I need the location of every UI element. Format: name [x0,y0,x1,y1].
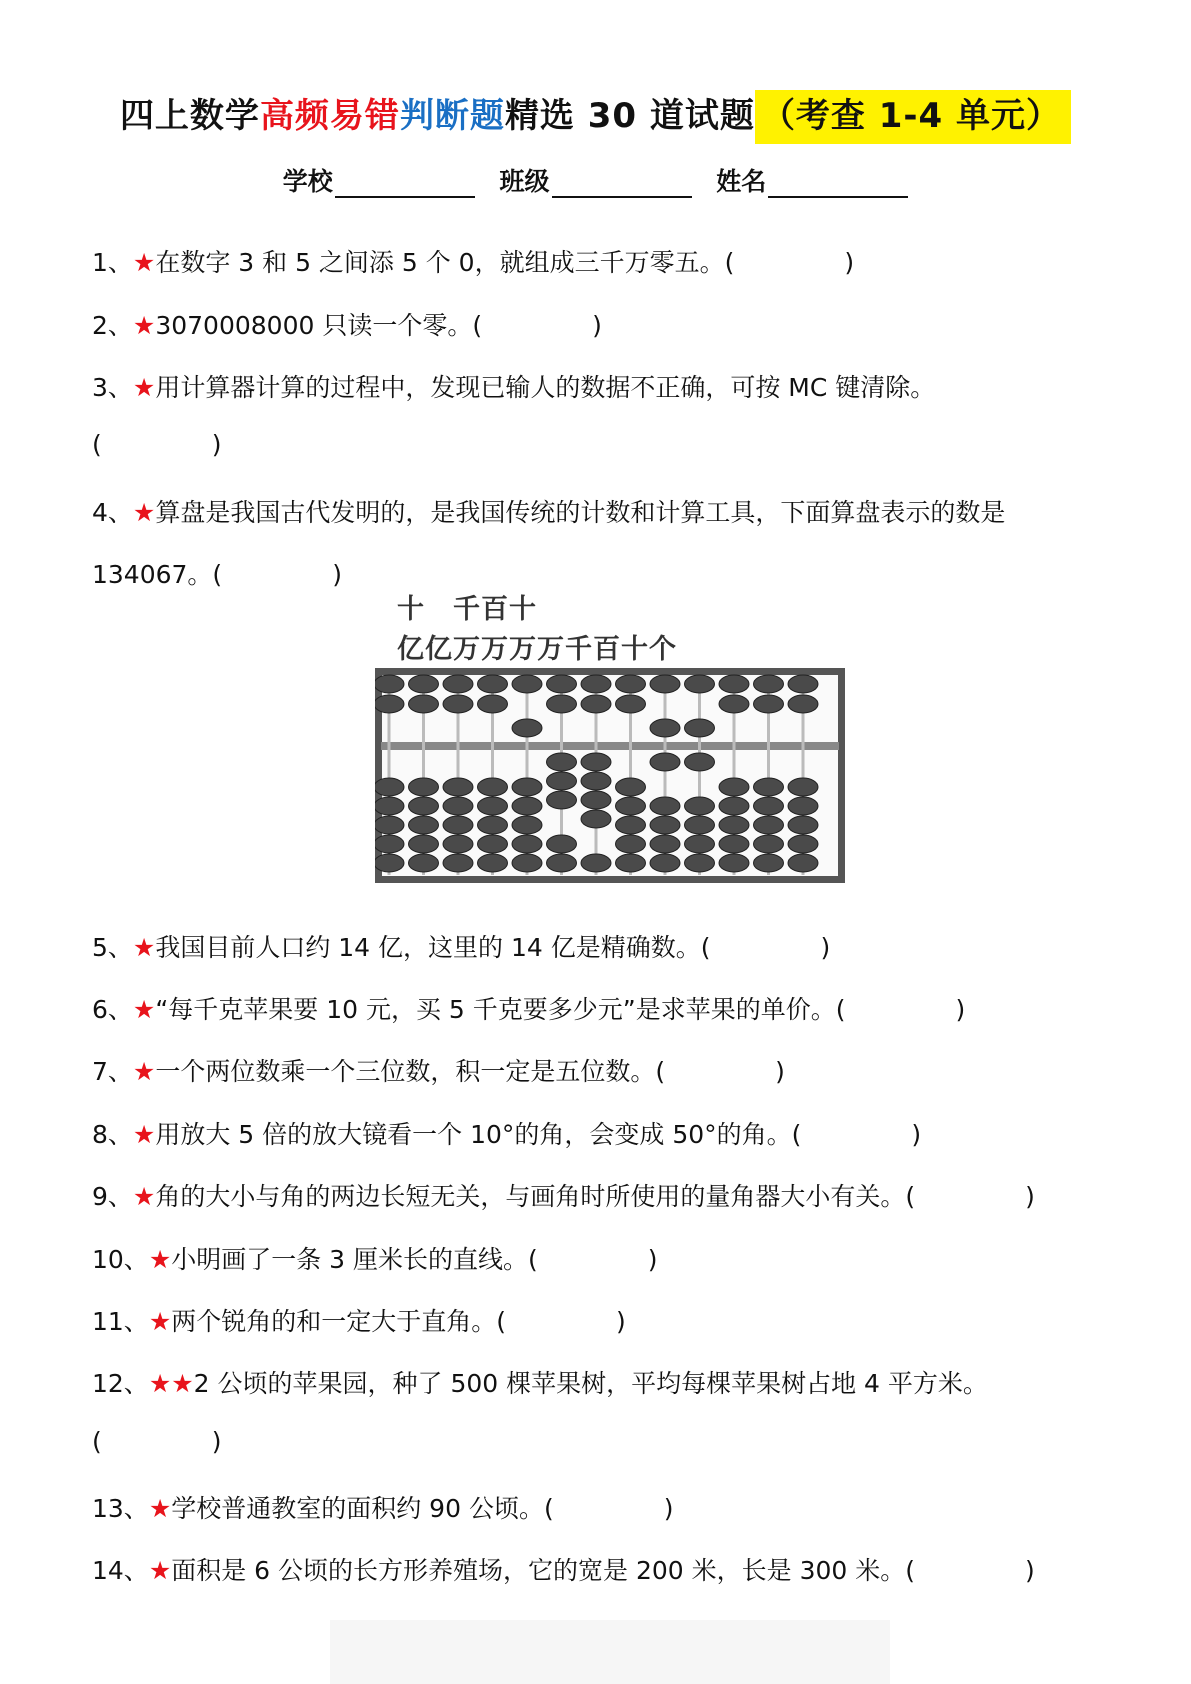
class-field[interactable] [499,162,691,198]
question-number: 3、 [92,373,133,402]
page-bottom-fade [330,1620,890,1684]
question-item [92,990,965,1026]
class-label: 班级 [499,167,550,196]
question-text: 学校普通教室的面积约 90 公顷。( [171,1494,554,1523]
abacus-bead [616,854,646,872]
abacus-label-row1: 十 千百十 [397,594,537,625]
close-paren: ) [844,248,855,277]
abacus-bead [547,695,577,713]
school-label: 学校 [282,167,333,196]
abacus-bead [788,816,818,834]
abacus-bead [788,854,818,872]
close-paren: ) [1025,1182,1035,1211]
close-paren: ) [820,933,831,962]
abacus-bead [375,797,404,815]
abacus-bead [547,854,577,872]
question-text-continued: 134067。( [92,560,223,589]
abacus-bead [443,797,473,815]
abacus-bead [754,778,784,796]
abacus-bead [581,675,611,693]
abacus-bead [512,778,542,796]
abacus-bead [685,797,715,815]
title-red-text: 高频易错 [259,96,400,136]
close-paren: ) [647,1245,658,1274]
question-number: 12、 [92,1369,149,1398]
abacus-bead [375,835,404,853]
question-item [92,1115,921,1151]
abacus-bead [616,835,646,853]
question-item [92,1551,1035,1587]
abacus-beam [381,742,839,750]
abacus-bead [512,854,542,872]
abacus-bead [650,753,680,771]
question-text: “每千克苹果要 10 元，买 5 千克要多少元”是求苹果的单价。( [155,995,846,1024]
page-title [0,88,1191,137]
star-icon: ★ [132,1057,156,1086]
close-paren: ) [663,1494,674,1523]
abacus-bead [409,778,439,796]
question-item [92,1177,1035,1213]
abacus-bead [581,854,611,872]
abacus-bead [478,695,508,713]
question-item [92,1302,626,1338]
question-number: 8、 [92,1120,133,1149]
abacus-bead [685,835,715,853]
abacus-bead [685,854,715,872]
abacus-bead [547,835,577,853]
question-text: 用放大 5 倍的放大镜看一个 10°的角，会变成 50°的角。( [155,1120,802,1149]
title-blue-text: 判断题 [399,96,505,136]
question-text: 两个锐角的和一定大于直角。( [171,1307,506,1336]
question-number: 14、 [92,1556,149,1585]
question-item-continued [92,430,222,459]
question-item [92,928,830,964]
question-text: 在数字 3 和 5 之间添 5 个 0，就组成三千万零五。( [155,248,735,277]
abacus-bead [478,797,508,815]
question-text: 小明画了一条 3 厘米长的直线。( [171,1245,538,1274]
abacus-bead [719,816,749,834]
abacus-bead [409,816,439,834]
question-number: 10、 [92,1245,149,1274]
close-paren: ) [911,1120,922,1149]
abacus-bead [443,816,473,834]
question-item [92,368,935,404]
abacus-bead [409,835,439,853]
abacus-bead [478,854,508,872]
abacus-bead [547,791,577,809]
abacus-bead [754,835,784,853]
title-highlight: （考查 1-4 单元） [755,90,1071,144]
question-item [92,1052,785,1088]
abacus-bead [719,778,749,796]
abacus-bead [409,695,439,713]
question-text: 面积是 6 公顷的长方形养殖场，它的宽是 200 米，长是 300 米。( [171,1556,916,1585]
star-icon: ★ [148,1245,172,1274]
abacus-bead [375,816,404,834]
abacus-bead [409,797,439,815]
question-number: 5、 [92,933,133,962]
abacus-bead [375,854,404,872]
close-paren: ) [592,311,602,340]
abacus-bead [685,816,715,834]
abacus-bead [375,675,404,693]
abacus-bead [719,854,749,872]
question-number: 6、 [92,995,133,1024]
abacus-bead [719,835,749,853]
abacus-bead [650,835,680,853]
abacus-bead [754,797,784,815]
question-text: 2 公顷的苹果园，种了 500 棵苹果树，平均每棵苹果树占地 4 平方米。 [193,1369,988,1398]
star-icon: ★ [132,1120,156,1149]
title-text-2: 精选 30 道试题 [504,96,755,136]
question-number: 7、 [92,1057,133,1086]
abacus-bead [375,695,404,713]
question-text: 算盘是我国古代发明的，是我国传统的计数和计算工具，下面算盘表示的数是 [155,498,1006,527]
star-icon: ★ [132,373,156,402]
abacus-bead [512,719,542,737]
abacus-bead [409,854,439,872]
abacus-bead [443,854,473,872]
question-number: 4、 [92,498,133,527]
question-item [92,1489,673,1525]
abacus-bead [512,675,542,693]
question-text: 用计算器计算的过程中，发现已输人的数据不正确，可按 MC 键清除。 [155,373,936,402]
abacus-bead [754,816,784,834]
close-paren: ) [775,1057,785,1086]
star-icon: ★ [132,498,156,527]
abacus-bead [512,797,542,815]
close-paren: ) [211,1427,222,1456]
star-icon: ★ [132,311,156,340]
abacus-label-row2: 亿亿万万万万千百十个 [397,634,677,665]
question-item [92,1240,658,1276]
abacus-bead [443,835,473,853]
star-icon: ★ [148,1494,172,1523]
abacus-bead [788,778,818,796]
abacus-bead [650,675,680,693]
abacus-bead [788,835,818,853]
question-number: 11、 [92,1307,149,1336]
question-number: 9、 [92,1182,133,1211]
abacus-bead [478,816,508,834]
abacus-bead [685,719,715,737]
abacus-bead [478,835,508,853]
abacus-bead [581,753,611,771]
abacus-bead [478,778,508,796]
abacus-bead [754,695,784,713]
abacus-bead [616,695,646,713]
star-icon: ★ [132,995,156,1024]
star-icon: ★ [132,1182,156,1211]
abacus-bead [650,719,680,737]
question-text: 角的大小与角的两边长短无关，与画角时所使用的量角器大小有关。( [155,1182,916,1211]
abacus-bead [754,675,784,693]
abacus-bead [616,816,646,834]
abacus-place-labels [397,590,677,670]
abacus-bead [650,797,680,815]
abacus-bead [443,695,473,713]
abacus-bead [754,854,784,872]
abacus-bead [547,675,577,693]
question-number: 2、 [92,311,133,340]
abacus-bead [719,797,749,815]
title-text: 四上数学 [119,96,260,136]
question-item [92,243,854,279]
question-number: 1、 [92,248,133,277]
abacus-bead [719,675,749,693]
question-item-continued [92,555,342,591]
abacus-bead [788,695,818,713]
abacus-bead [478,675,508,693]
abacus-bead [581,695,611,713]
abacus-bead [581,810,611,828]
star-icon: ★ [148,1556,172,1585]
abacus-bead [512,816,542,834]
abacus-bead [788,675,818,693]
question-text: 我国目前人口约 14 亿，这里的 14 亿是精确数。( [155,933,711,962]
close-paren: ) [1025,1556,1035,1585]
abacus-bead [650,854,680,872]
abacus-bead [409,675,439,693]
abacus-image [375,668,845,883]
question-text: 3070008000 只读一个零。( [155,311,483,340]
close-paren: ) [211,430,222,459]
question-text-continued: ( [92,430,102,459]
name-blank[interactable] [768,172,908,198]
star-icon: ★ [132,933,156,962]
abacus-bead [685,753,715,771]
star-icon: ★ [148,1307,172,1336]
abacus-bead [616,797,646,815]
question-item [92,493,1005,529]
star-icon: ★★ [148,1369,194,1398]
abacus-bead [443,675,473,693]
abacus-bead [547,753,577,771]
question-item-continued [92,1427,222,1456]
abacus-bead [512,835,542,853]
school-blank[interactable] [335,172,475,198]
student-info-fields [0,162,1191,198]
abacus-bead [581,791,611,809]
close-paren: ) [332,560,342,589]
abacus-bead [443,778,473,796]
name-label: 姓名 [716,167,767,196]
question-text-continued: ( [92,1427,102,1456]
abacus-bead [685,675,715,693]
abacus-bead [616,675,646,693]
abacus-bead [719,695,749,713]
abacus-bead [650,816,680,834]
abacus-bead [547,772,577,790]
name-field[interactable] [716,162,908,198]
close-paren: ) [616,1307,626,1336]
question-item [92,306,602,342]
school-field[interactable] [283,162,475,198]
abacus-bead [616,778,646,796]
question-text: 一个两位数乘一个三位数，积一定是五位数。( [155,1057,666,1086]
close-paren: ) [955,995,966,1024]
question-number: 13、 [92,1494,149,1523]
abacus-bead [788,797,818,815]
question-item [92,1364,988,1400]
class-blank[interactable] [552,172,692,198]
abacus-bead [581,772,611,790]
star-icon: ★ [132,248,156,277]
abacus-bead [375,778,404,796]
